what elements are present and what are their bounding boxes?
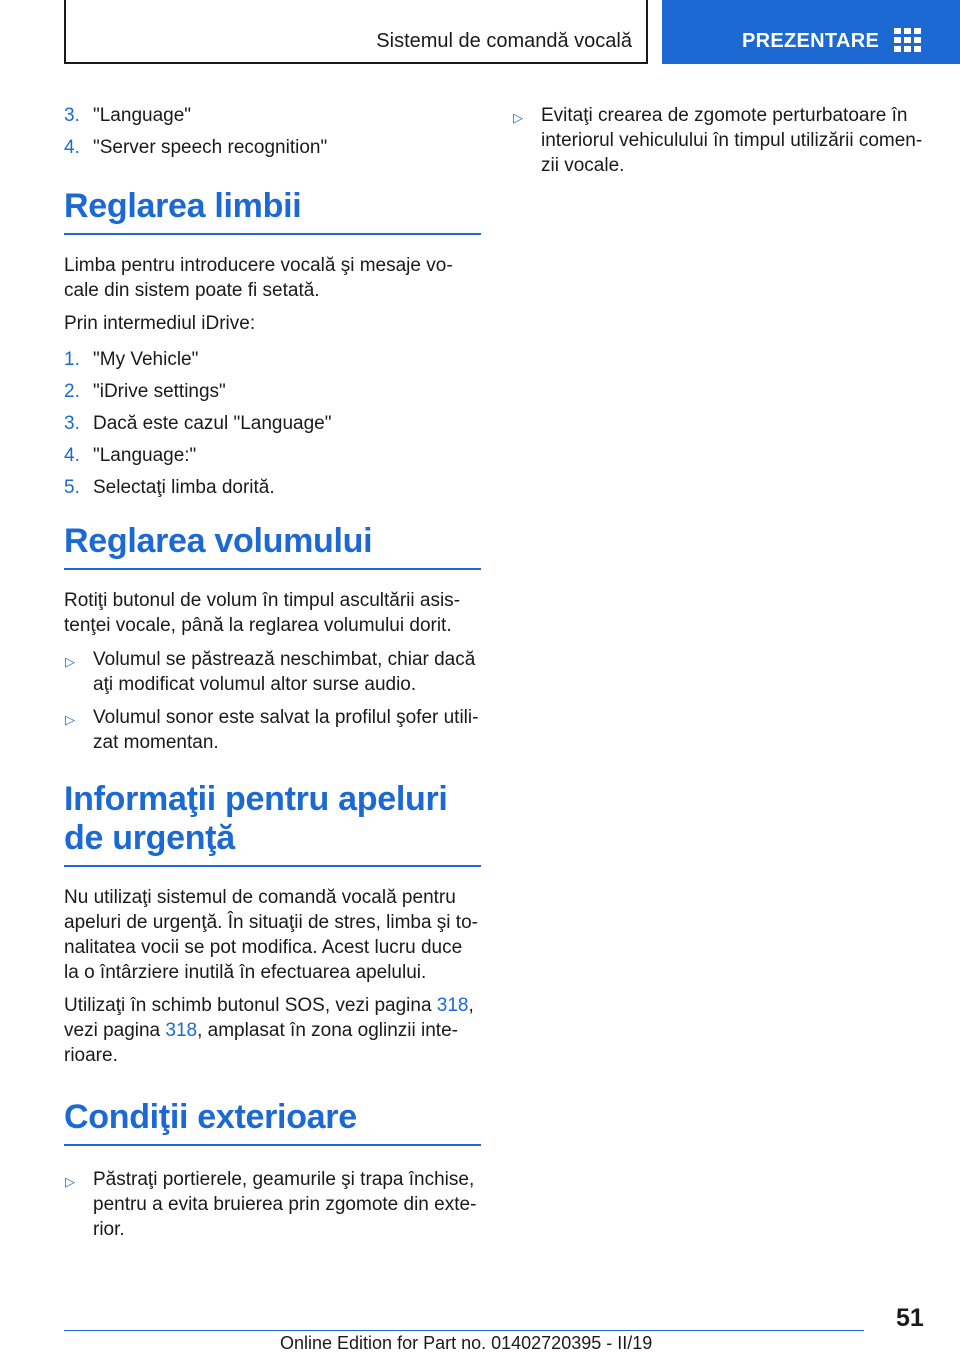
list-text: "Language" [93,105,192,126]
header-title-box [64,0,648,64]
left-column [64,103,481,1250]
heading-conditii-exterioare: Condiţii exterioare [64,1098,481,1146]
list-item [64,475,481,500]
list-number: 4. [64,137,80,158]
triangle-bullet-icon: ▷ [513,110,523,125]
intro-list [64,103,481,160]
list-number: 1. [64,349,80,370]
steps-list [64,347,481,500]
paragraph: Nu utilizaţi sistemul de comandă vocală pentru apeluri de urgenţă. În situaţii de stres, limba şi tonalitatea vocii se pot modifica. Acest lucru duce la o întârziere inutilă în efectuarea apelului. [64,887,478,983]
right-bullets [512,103,928,178]
list-text: Dacă este cazul "Language" [93,413,332,434]
bullet-text: Evitaţi crearea de zgomote perturbatoare în interiorul vehiculului în timpul utilizării comenzii vocale. [541,105,923,176]
footer-divider [64,1330,864,1331]
chapter-title: Sistemul de comandă vocală [376,30,632,52]
triangle-bullet-icon: ▷ [65,1174,75,1189]
list-item [512,103,928,178]
text-run: Utilizaţi în schimb butonul SOS, vezi pagina [64,995,437,1016]
text-run: , vezi pagina [64,995,474,1041]
list-text: Selectaţi limba dorită. [93,477,275,498]
list-text: "Language:" [93,445,197,466]
page-link-318[interactable]: 318 [436,995,469,1016]
paragraph: Prin intermediul iDrive: [64,313,256,334]
heading-apeluri-urgenta: Informaţii pentru apeluri de urgenţă [64,780,481,867]
right-column [512,103,928,186]
list-text: "My Vehicle" [93,349,199,370]
exterior-bullets [64,1167,481,1242]
page-link-318[interactable]: 318 [165,1020,198,1041]
section-label: PREZENTARE [742,30,880,52]
list-item [64,135,481,160]
list-number: 3. [64,105,80,126]
list-item [64,443,481,468]
list-item [64,103,481,128]
paragraph: Limba pentru introducere vocală şi mesaje vocale din sistem poate fi setată. [64,255,453,301]
heading-reglarea-limbii: Reglarea limbii [64,187,481,235]
list-item [64,647,481,697]
list-item [64,1167,481,1242]
bullet-text: Volumul se păstrează neschimbat, chiar dacă aţi modificat volumul altor surse audio. [93,649,476,695]
list-number: 2. [64,381,80,402]
triangle-bullet-icon: ▷ [65,654,75,669]
list-item [64,347,481,372]
list-number: 4. [64,445,80,466]
list-item [64,411,481,436]
grid-icon [894,28,922,52]
list-text: "iDrive settings" [93,381,226,402]
list-item [64,705,481,755]
volume-bullets [64,647,481,755]
bullet-text: Păstraţi portierele, geamurile şi trapa închise, pentru a evita bruierea prin zgomote din exterior. [93,1169,477,1240]
text-run: , amplasat în zona oglinzii interioare. [64,1020,458,1066]
triangle-bullet-icon: ▷ [65,712,75,727]
paragraph-sos [64,993,481,1068]
list-number: 5. [64,477,80,498]
section-tab[interactable] [662,0,960,64]
paragraph: Rotiţi butonul de volum în timpul ascultării asistenţei vocale, până la reglarea volumului dorit. [64,590,461,636]
page-number: 51 [896,1304,924,1332]
footer-edition: Online Edition for Part no. 01402720395 - II/19 [280,1333,653,1353]
list-number: 3. [64,413,80,434]
bullet-text: Volumul sonor este salvat la profilul şofer utilizat momentan. [93,707,479,753]
list-text: "Server speech recognition" [93,137,328,158]
list-item [64,379,481,404]
heading-reglarea-volumului: Reglarea volumului [64,522,481,570]
